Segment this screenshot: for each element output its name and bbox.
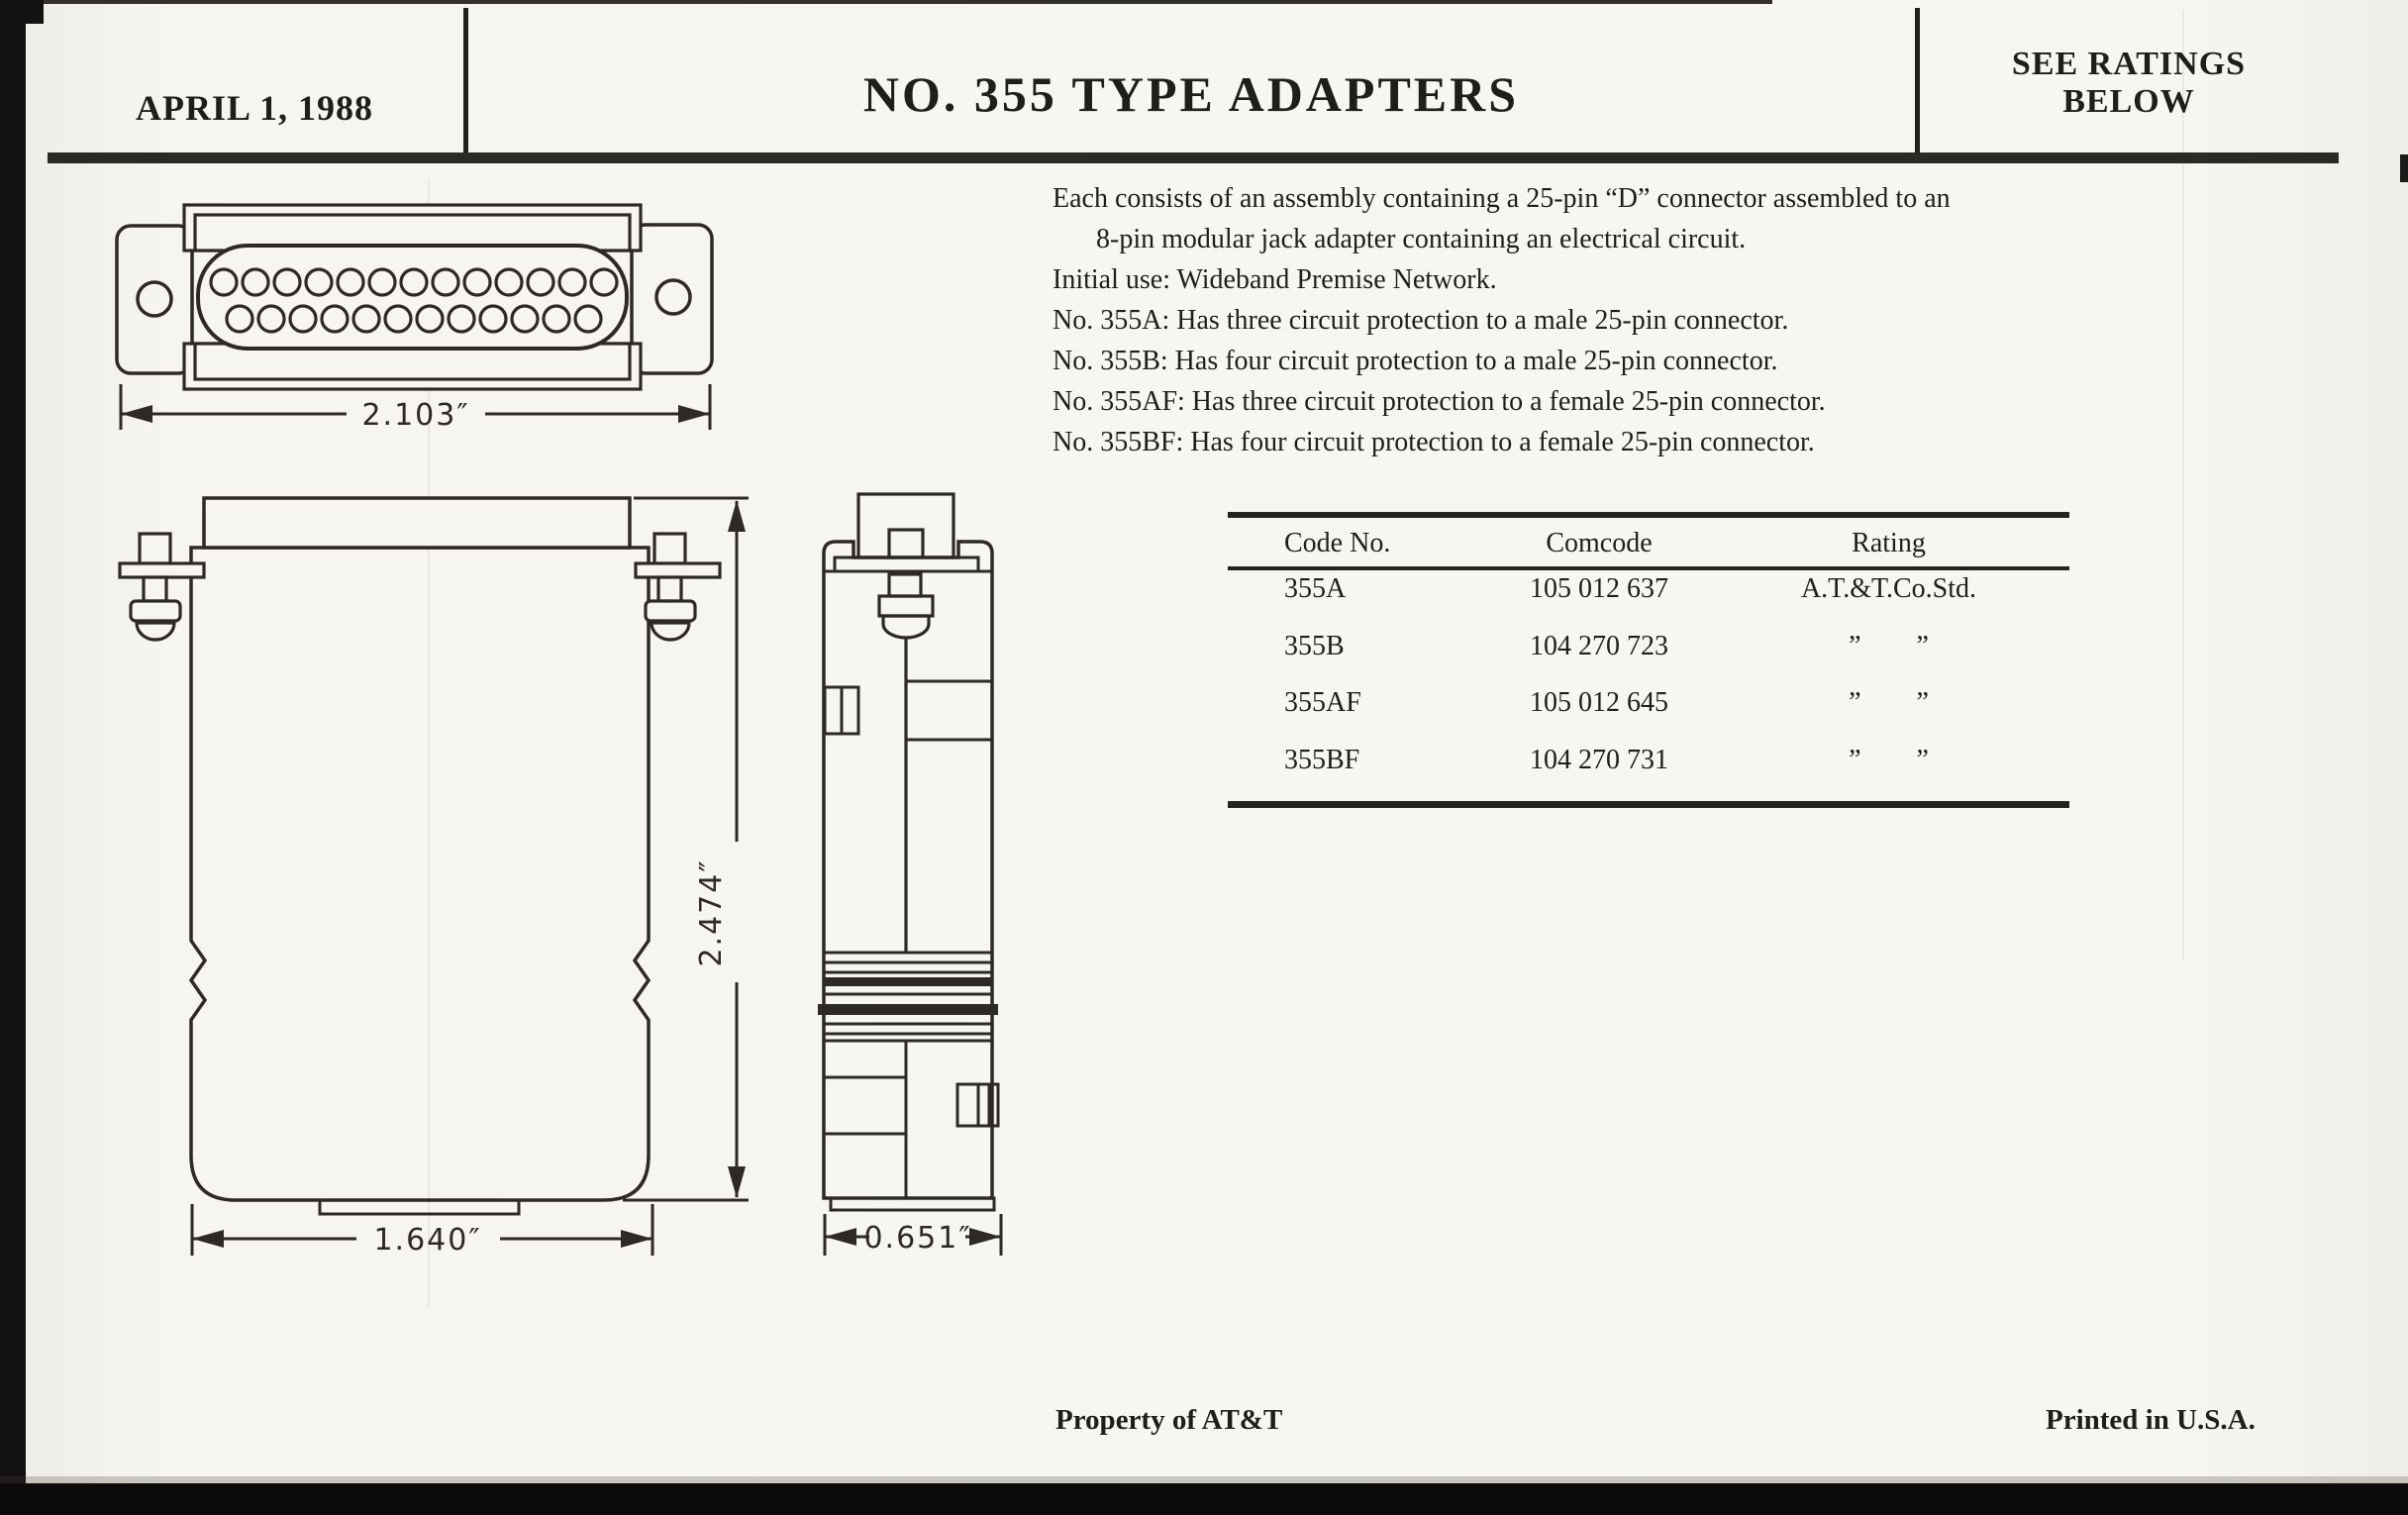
ratings-table	[1228, 512, 2069, 811]
front-top-bar	[204, 498, 630, 548]
cell-comcode: 105 012 645	[1530, 687, 1668, 718]
page-title: NO. 355 TYPE ADAPTERS	[862, 66, 1520, 122]
side-top-block	[858, 494, 953, 557]
scan-edge-top	[0, 0, 1772, 4]
header-divider-left	[463, 8, 468, 156]
cell-rating: A.T.&T.Co.Std.	[1800, 573, 1977, 604]
footer-property-note: Property of AT&T	[1055, 1404, 1283, 1436]
cell-rating: ” ”	[1849, 631, 1929, 661]
cell-rating: ” ”	[1849, 745, 1929, 775]
dim-label-side-width: 0.651″	[863, 1221, 972, 1256]
dimension-width-2-103	[121, 384, 710, 433]
description-line: No. 355AF: Has three circuit protection to a female 25-pin connector.	[1053, 386, 1826, 417]
front-body-outline	[191, 548, 649, 1200]
drawing-side-view	[772, 465, 1089, 1267]
cell-rating: ” ”	[1849, 687, 1929, 718]
side-screw	[879, 574, 933, 953]
cell-comcode: 105 012 637	[1530, 573, 1668, 604]
document-date: APRIL 1, 1988	[135, 88, 374, 128]
table-rule-bottom	[1228, 801, 2069, 808]
dimension-width-1-640	[192, 1204, 652, 1258]
description-line: No. 355BF: Has four circuit protection to a female 25-pin connector.	[1053, 427, 1815, 457]
header-divider-right	[1915, 8, 1920, 158]
side-lower-details	[824, 1041, 998, 1210]
cell-comcode: 104 270 731	[1530, 745, 1668, 775]
dim-label-front-width: 1.640″	[373, 1223, 482, 1258]
description-line: No. 355B: Has four circuit protection to a male 25-pin connector.	[1053, 346, 1778, 376]
description-block	[1053, 178, 2330, 462]
col-header-rating: Rating	[1852, 528, 1926, 558]
table-rule-header	[1228, 566, 2069, 570]
side-ribbed-band	[818, 953, 998, 1041]
description-line: Initial use: Wideband Premise Network.	[1053, 264, 1497, 295]
scan-edge-bottom	[0, 1483, 2408, 1515]
cell-code: 355B	[1284, 631, 1345, 661]
description-line: No. 355A: Has three circuit protection to a male 25-pin connector.	[1053, 305, 1789, 336]
col-header-comcode: Comcode	[1546, 528, 1653, 558]
ratings-note-line1: SEE RATINGS	[2011, 46, 2247, 82]
drawing-connector-face	[99, 188, 743, 446]
ratings-note-line2: BELOW	[2062, 83, 2195, 120]
table-row	[1228, 687, 2069, 723]
description-line: Each consists of an assembly containing a 25-pin “D” connector assembled to an	[1053, 183, 1951, 214]
side-body-outline	[824, 542, 992, 1198]
description-line: 8-pin modular jack adapter containing an electrical circuit.	[1096, 224, 1747, 254]
header-rule	[48, 152, 2339, 163]
scan-edge-left	[0, 0, 26, 1487]
dim-label-connector-width: 2.103″	[361, 398, 470, 433]
table-header-row	[1228, 528, 2069, 563]
col-header-code: Code No.	[1284, 528, 1391, 558]
side-upper-details	[825, 681, 992, 740]
cell-comcode: 104 270 723	[1530, 631, 1668, 661]
table-row	[1228, 631, 2069, 666]
footer-printed-note: Printed in U.S.A.	[2046, 1404, 2256, 1436]
ratings-note	[1960, 46, 2297, 121]
drawing-front-view	[89, 465, 782, 1267]
front-foot-tab	[320, 1200, 519, 1214]
dimension-width-0-651	[825, 1214, 1001, 1256]
cell-code: 355A	[1284, 573, 1347, 604]
table-rule-top	[1228, 512, 2069, 518]
cell-code: 355AF	[1284, 687, 1361, 718]
dim-label-front-height: 2.474″	[694, 858, 729, 967]
scan-edge-right-notch	[2400, 154, 2408, 182]
connector-d-shell	[198, 246, 627, 349]
side-top-plate	[824, 557, 992, 571]
table-row	[1228, 573, 2069, 609]
cell-code: 355BF	[1284, 745, 1360, 775]
table-row	[1228, 745, 2069, 780]
